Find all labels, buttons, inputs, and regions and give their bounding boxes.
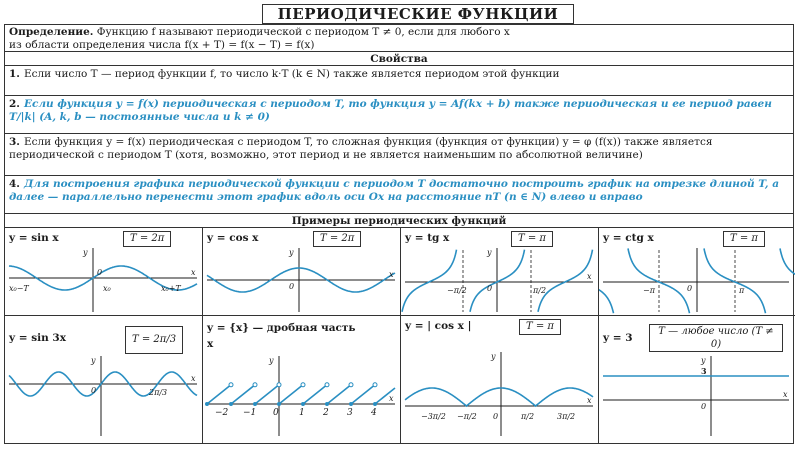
frac-point: [301, 402, 305, 406]
axis-x-label: x: [587, 272, 592, 281]
frac-open-point: [229, 383, 233, 387]
origin-label: 0: [701, 402, 707, 411]
tick-label: 3: [701, 366, 707, 376]
property-text: Если функция y = f(x) периодическая с периодом T, то функция y = Af(kx + b) также периодическая и ее период равен T/|k| (A, k, b — постоянные числа и k ≠ 0): [9, 98, 772, 123]
examples-heading: Примеры периодических функций: [4, 214, 794, 228]
axis-y-label: y: [491, 352, 496, 361]
frac-open-point: [277, 383, 281, 387]
axis-y-label: y: [487, 248, 492, 257]
tick-label: −2: [215, 408, 229, 418]
definition-text-2: из области определения числа f(x + T) = f(x − T) = f(x): [9, 39, 315, 51]
axis-y-label: y: [83, 248, 88, 257]
function-label: y = sin 3x: [9, 332, 66, 344]
tick-label: 2: [323, 408, 329, 418]
tick-label: x₀+T: [161, 284, 181, 293]
origin-label: 0: [687, 284, 693, 293]
tick-label: 3π/2: [557, 412, 576, 421]
axis-y-label: y: [269, 356, 274, 365]
period-box: T = 2π: [313, 231, 361, 247]
examples-grid: [4, 228, 794, 444]
axis-x-label: x: [191, 268, 196, 277]
frac-segment: [207, 385, 231, 404]
definition-text-1: Функцию f называют периодической с периодом T ≠ 0, если для любого x: [96, 26, 510, 38]
property-text: Если функция y = f(x) периодическая с периодом T, то сложная функция (функция от функции) y = φ (f(x)) также является периодической с периодом T (хотя, возможно, этот период и не является наименьшим по абсолютной величине): [9, 136, 713, 161]
frac-open-point: [373, 383, 377, 387]
axis-x-label: x: [389, 270, 394, 279]
period-box: T = π: [511, 231, 553, 247]
axis-y-label: y: [701, 356, 706, 365]
tick-label: −π/2: [457, 412, 477, 421]
frac-open-point: [301, 383, 305, 387]
tick-label: 3: [347, 408, 353, 418]
period-box: T = 2π/3: [125, 326, 183, 354]
page-sheet: [2, 2, 798, 448]
example-sin: [5, 228, 203, 316]
axis-y-label: y: [91, 356, 96, 365]
axis-x-label: x: [389, 394, 394, 403]
frac-point: [325, 402, 329, 406]
properties-heading: Свойства: [4, 52, 794, 66]
function-label: y = | cos x |: [405, 320, 472, 332]
property-number: 4.: [9, 178, 20, 190]
example-tg: [401, 228, 599, 316]
frac-segment: [351, 385, 375, 404]
axis-x-label: x: [191, 374, 196, 383]
property-4: [4, 176, 794, 214]
frac-segment: [231, 385, 255, 404]
origin-label: 0: [91, 386, 97, 395]
origin-label: 0: [289, 282, 295, 291]
origin-label: 0: [273, 408, 279, 418]
tick-label: 4: [371, 408, 377, 418]
property-text: Если число T — период функции f, то число k·T (k ∈ N) также является периодом этой функции: [23, 68, 560, 80]
period-box: T — любое число (T ≠ 0): [649, 324, 783, 352]
tick-label: π: [739, 286, 745, 295]
example-sin3x: [5, 316, 203, 443]
example-cos: [203, 228, 401, 316]
example-ctg: [599, 228, 795, 316]
axis-y-label: y: [289, 248, 294, 257]
function-label: y = {x} — дробная часть x: [207, 322, 356, 350]
property-text: Для построения графика периодической функции с периодом T достаточно построить график на отрезке длиной T, а далее — параллельно перенести этот график вдоль оси Ox на расстояние nT (n ∈ N) влево и вправо: [9, 178, 780, 203]
tick-label: x₀: [103, 284, 111, 293]
function-label: y = 3: [603, 332, 633, 344]
tick-label: x₀−T: [9, 284, 29, 293]
period-box: T = 2π: [123, 231, 171, 247]
frac-open-point: [325, 383, 329, 387]
tick-label: −1: [243, 408, 257, 418]
origin-label: 0: [487, 284, 493, 293]
tick-label: π/2: [521, 412, 535, 421]
tick-label: π/2: [533, 286, 547, 295]
frac-segment: [327, 385, 351, 404]
frac-point: [229, 402, 233, 406]
function-label: y = cos x: [207, 232, 259, 244]
example-frac: [203, 316, 401, 443]
frac-point: [349, 402, 353, 406]
property-2: [4, 96, 794, 134]
frac-segment: [255, 385, 279, 404]
origin-label: 0: [493, 412, 499, 421]
function-label: y = sin x: [9, 232, 59, 244]
frac-segment: [279, 385, 303, 404]
tick-label: 2π/3: [149, 388, 168, 397]
property-number: 2.: [9, 98, 20, 110]
period-box: T = π: [519, 319, 561, 335]
property-3: [4, 134, 794, 176]
frac-segment: [303, 385, 327, 404]
property-1: [4, 66, 794, 96]
frac-point: [205, 402, 209, 406]
property-number: 3.: [9, 136, 20, 148]
tick-label: 1: [299, 408, 305, 418]
tick-label: −π/2: [447, 286, 467, 295]
example-const: [599, 316, 795, 443]
function-label: y = tg x: [405, 232, 450, 244]
function-label: y = ctg x: [603, 232, 654, 244]
example-abscos: [401, 316, 599, 443]
frac-point: [277, 402, 281, 406]
frac-open-point: [349, 383, 353, 387]
property-number: 1.: [9, 68, 20, 80]
tick-label: −π: [643, 286, 655, 295]
frac-point: [253, 402, 257, 406]
definition-box: [4, 24, 794, 52]
period-box: T = π: [723, 231, 765, 247]
axis-x-label: x: [783, 390, 788, 399]
graph-abscos: [401, 316, 599, 443]
frac-open-point: [253, 383, 257, 387]
axis-x-label: x: [587, 396, 592, 405]
origin-label: 0: [97, 268, 103, 277]
frac-point: [373, 402, 377, 406]
tick-label: −3π/2: [421, 412, 446, 421]
page-title: ПЕРИОДИЧЕСКИЕ ФУНКЦИИ: [262, 4, 574, 24]
definition-label: Определение.: [9, 26, 94, 38]
